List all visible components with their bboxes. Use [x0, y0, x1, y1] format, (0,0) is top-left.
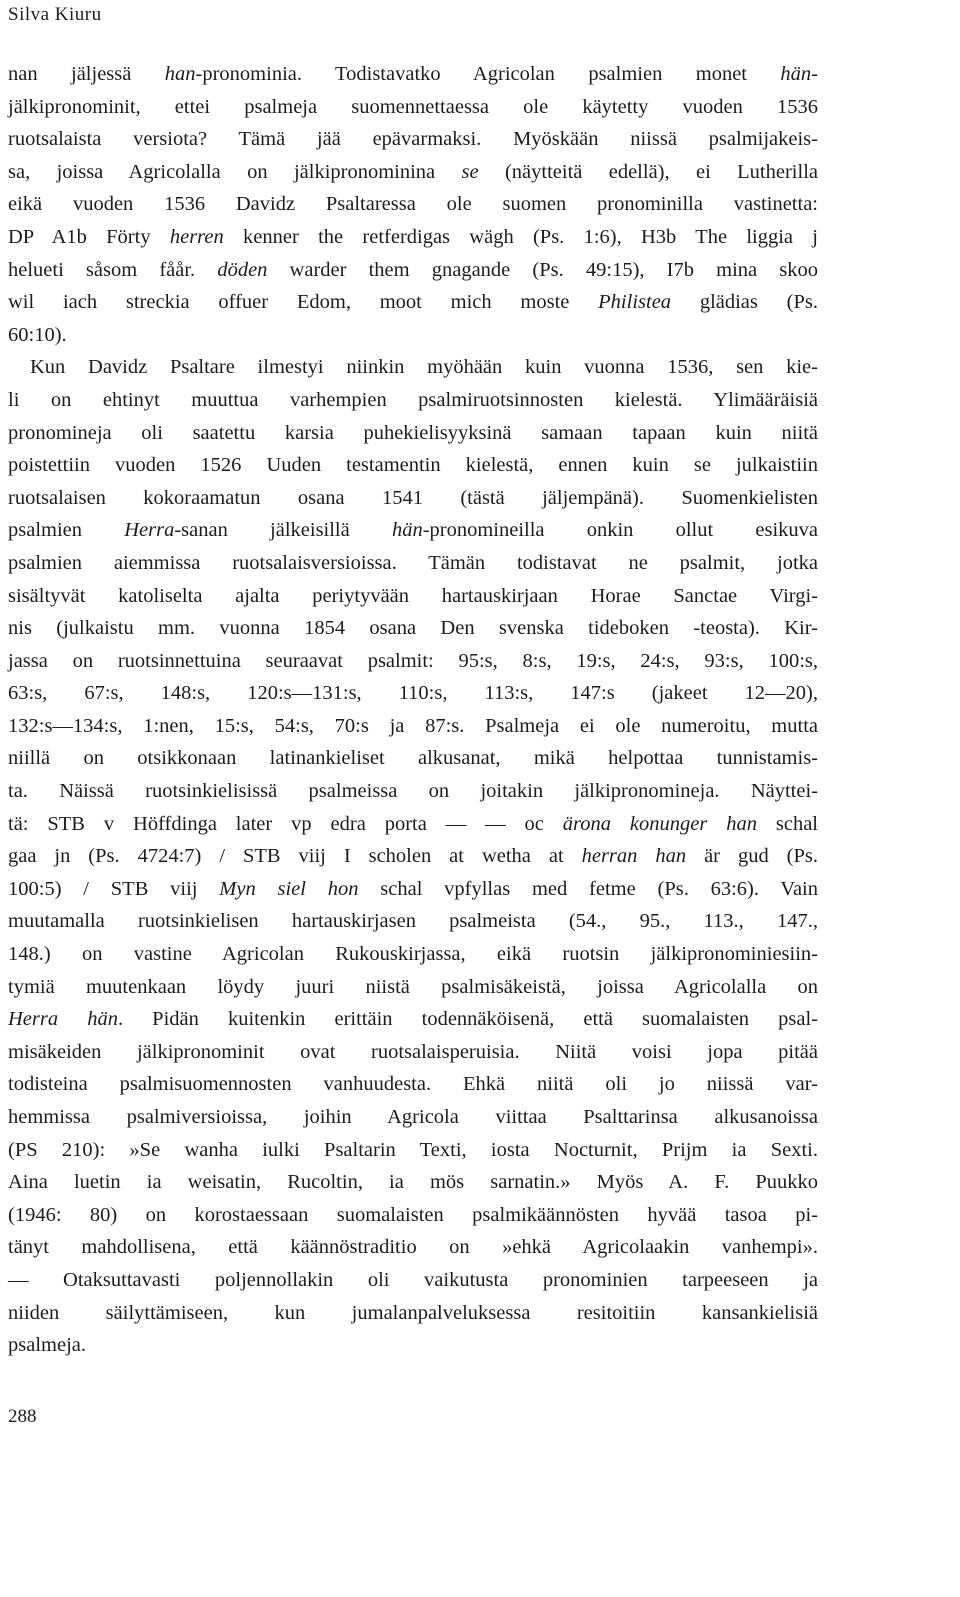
text-line — [8, 1166, 818, 1199]
italic-term: hän — [780, 63, 812, 85]
text-segment: niillä on otsikkonaan latinankieliset alkusanat, mikä helpottaa tunnistamis- — [8, 747, 818, 770]
italic-term: Herra — [124, 519, 175, 542]
text-line — [8, 254, 818, 287]
text-line — [8, 775, 818, 808]
text-segment: ta. Näissä ruotsinkielisissä psalmeissa on joitakin jälkipronomineja. Näyttei- — [8, 780, 818, 803]
italic-term: Myn siel hon — [219, 877, 359, 900]
text-segment: jälkipronominit, ettei psalmeja suomennettaessa ole käytetty vuoden 1536 — [8, 95, 818, 118]
text-line — [8, 971, 818, 1004]
text-segment: psalmien — [8, 519, 125, 542]
text-segment: -pronomineilla onkin ollut esikuva — [422, 519, 819, 542]
text-line — [8, 808, 818, 841]
text-segment: warder them gnagande (Ps. 49:15), I7b mina skoo — [267, 258, 818, 281]
text-segment: är gud (Ps. — [686, 845, 818, 868]
text-line — [8, 645, 818, 678]
text-line — [8, 286, 818, 319]
text-line — [8, 319, 818, 352]
italic-term: hän — [391, 519, 423, 542]
text-segment: 60:10). — [8, 323, 67, 346]
text-segment: eikä vuoden 1536 Davidz Psaltaressa ole suomen pronominilla vastinetta: — [8, 193, 818, 216]
italic-term: herren — [169, 225, 224, 248]
text-line — [8, 1329, 818, 1362]
text-segment: psalmeja. — [8, 1334, 86, 1357]
text-line — [8, 1036, 818, 1069]
text-line — [8, 482, 818, 515]
text-segment: Kun Davidz Psaltare ilmestyi niinkin myöhään kuin vuonna 1536, sen kie- — [30, 356, 818, 379]
text-line — [8, 351, 818, 384]
text-segment: tymiä muutenkaan löydy juuri niistä psalmisäkeistä, joissa Agricolalla on — [8, 975, 818, 998]
text-line — [8, 1231, 818, 1264]
text-line — [8, 580, 818, 613]
text-line — [8, 221, 818, 254]
text-line — [8, 905, 818, 938]
text-segment: — Otaksuttavasti poljennollakin oli vaikutusta pronominien tarpeeseen ja — [8, 1268, 818, 1291]
text-segment: jassa on ruotsinnettuina seuraavat psalmit: 95:s, 8:s, 19:s, 24:s, 93:s, 100:s, — [8, 649, 818, 672]
text-line — [8, 612, 818, 645]
text-segment: . Pidän kuitenkin erittäin todennäköisenä, että suomalaisten psal- — [117, 1008, 818, 1031]
italic-term: ärona konunger han — [562, 812, 757, 835]
text-segment: ruotsalaista versiota? Tämä jää epävarmaksi. Myöskään niissä psalmijakeis- — [8, 128, 818, 151]
italic-term: Philistea — [598, 291, 672, 314]
text-segment: nan jäljessä — [8, 63, 165, 85]
text-line — [8, 742, 818, 775]
text-line — [8, 1003, 818, 1036]
text-line — [8, 91, 818, 124]
text-line — [8, 156, 818, 189]
text-segment: todisteina psalmisuomennosten vanhuudesta. Ehkä niitä oli jo niissä var- — [8, 1073, 818, 1096]
text-segment: poistettiin vuoden 1526 Uuden testamentin kielestä, ennen kuin se julkaistiin — [8, 454, 818, 477]
text-segment: pronomineja oli saatettu karsia puhekielisyyksinä samaan tapaan kuin niitä — [8, 421, 818, 444]
text-line — [8, 677, 818, 710]
text-line — [8, 1297, 818, 1330]
text-segment: hemmissa psalmiversioissa, joihin Agricola viittaa Psalttarinsa alkusanoissa — [8, 1106, 818, 1128]
text-line — [8, 710, 818, 743]
italic-term: herran han — [581, 845, 687, 868]
text-line — [8, 449, 818, 482]
text-segment: nis (julkaistu mm. vuonna 1854 osana Den svenska tideboken -teosta). Kir- — [8, 617, 818, 640]
text-segment: wil iach streckia offuer Edom, moot mich moste — [8, 291, 599, 314]
text-segment: muutamalla ruotsinkielisen hartauskirjasen psalmeista (54., 95., 113., 147., — [8, 910, 818, 933]
text-segment: sa, joissa Agricolalla on jälkipronominina — [8, 160, 462, 183]
text-line — [8, 384, 818, 417]
text-segment: 63:s, 67:s, 148:s, 120:s—131:s, 110:s, 113:s, 147:s (jakeet 12—20), — [8, 682, 818, 705]
text-segment: tä: STB v Höffdinga later vp edra porta — — oc — [8, 812, 563, 835]
text-line — [8, 1068, 818, 1101]
text-line — [8, 417, 818, 450]
text-line — [8, 1264, 818, 1297]
text-segment: 132:s—134:s, 1:nen, 15:s, 54:s, 70:s ja 87:s. Psalmeja ei ole numeroitu, mutta — [8, 714, 818, 737]
text-segment: -sanan jälkeisillä — [174, 519, 392, 542]
text-line — [8, 938, 818, 971]
text-segment: -pronominia. Todistavatko Agricolan psalmien monet — [195, 63, 781, 85]
text-segment: psalmien aiemmissa ruotsalaisversioissa. Tämän todistavat ne psalmit, jotka — [8, 551, 818, 574]
text-segment: helueti såsom fåår. — [8, 258, 218, 281]
text-segment: Aina luetin ia weisatin, Rucoltin, ia mös sarnatin.» Myös A. F. Puukko — [8, 1171, 818, 1194]
text-line — [8, 873, 818, 906]
text-segment: schal vpfyllas med fetme (Ps. 63:6). Vain — [358, 877, 818, 900]
text-segment: DP A1b Förty — [8, 225, 170, 248]
text-segment: schal — [756, 812, 818, 835]
text-line — [8, 58, 818, 91]
text-line — [8, 1134, 818, 1167]
text-line — [8, 514, 818, 547]
italic-term: han — [164, 63, 196, 85]
text-segment: sisältyvät katoliselta ajalta periytyvään hartauskirjaan Horae Sanctae Virgi- — [8, 584, 818, 607]
running-head: Silva Kiuru — [8, 4, 102, 25]
text-segment: li on ehtinyt muuttua varhempien psalmiruotsinnosten kielestä. Ylimääräisiä — [8, 388, 818, 411]
text-line — [8, 188, 818, 221]
text-segment: misäkeiden jälkipronominit ovat ruotsalaisperuisia. Niitä voisi jopa pitää — [8, 1040, 818, 1063]
text-segment: 100:5) / STB viij — [8, 877, 220, 900]
text-line — [8, 123, 818, 156]
text-segment: ruotsalaisen kokoraamatun osana 1541 (tästä jäljempänä). Suomenkielisten — [8, 486, 818, 509]
text-line — [8, 840, 818, 873]
italic-term: se — [461, 160, 479, 183]
text-segment: (1946: 80) on korostaessaan suomalaisten psalmikäännösten hyvää tasoa pi- — [8, 1203, 818, 1226]
text-segment: 148.) on vastine Agricolan Rukouskirjassa, eikä ruotsin jälkipronominiesiin- — [8, 943, 818, 966]
body-text — [8, 58, 818, 1362]
text-segment: glädias (Ps. — [671, 291, 818, 314]
text-line — [8, 1199, 818, 1232]
text-segment: (PS 210): »Se wanha iulki Psaltarin Texti, iosta Nocturnit, Prijm ia Sexti. — [8, 1138, 818, 1161]
text-line — [8, 547, 818, 580]
text-segment: gaa jn (Ps. 4724:7) / STB viij I scholen at wetha at — [8, 845, 582, 868]
text-segment: niiden säilyttämiseen, kun jumalanpalveluksessa resitoitiin kansankielisiä — [8, 1301, 818, 1324]
text-segment: - — [811, 63, 818, 85]
italic-term: döden — [217, 258, 268, 281]
text-segment: tänyt mahdollisena, että käännöstraditio on »ehkä Agricolaakin vanhempi». — [8, 1236, 818, 1259]
text-line — [8, 1101, 818, 1134]
italic-term: Herra hän — [8, 1008, 118, 1031]
page-number: 288 — [8, 1406, 37, 1427]
text-segment: kenner the retferdigas wägh (Ps. 1:6), H3b The liggia j — [223, 225, 818, 248]
text-segment: (näytteitä edellä), ei Lutherilla — [478, 160, 818, 183]
